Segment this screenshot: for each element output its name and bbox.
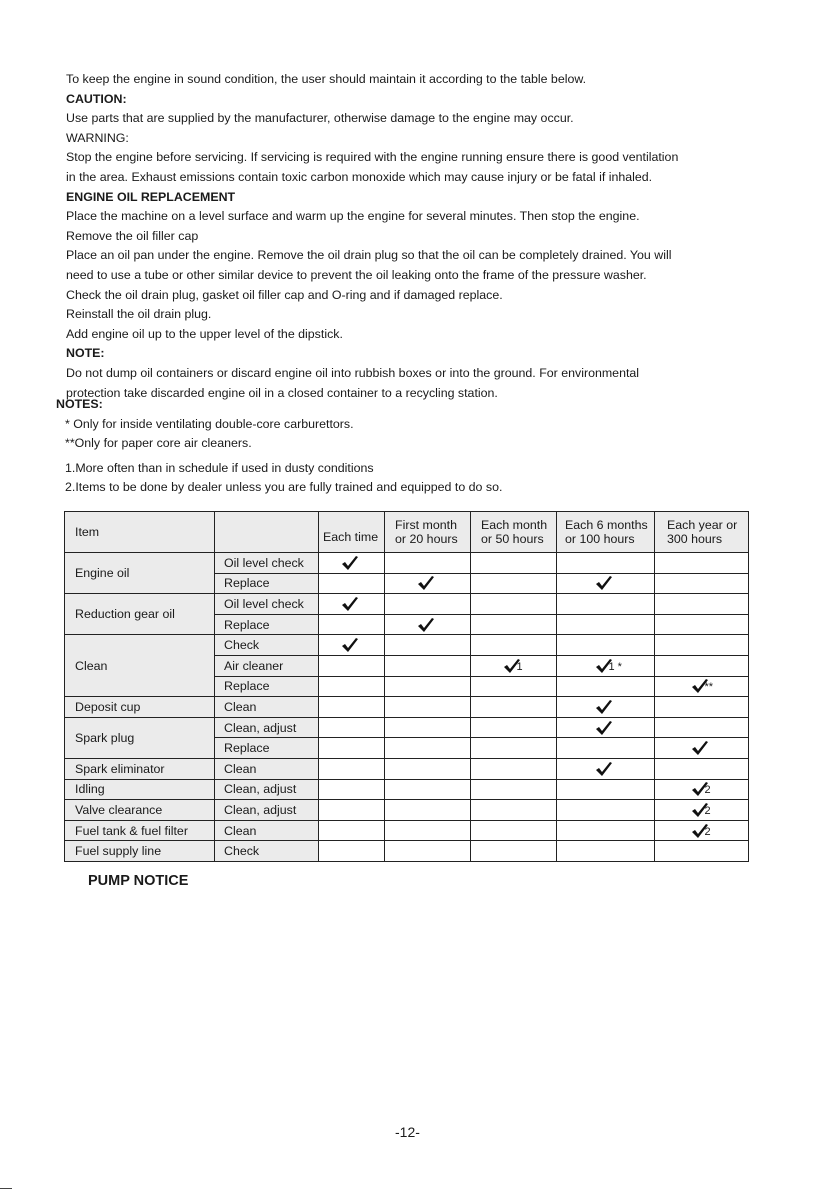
group-engine-oil: Engine oil <box>65 553 215 594</box>
check-icon <box>417 617 439 633</box>
header-first-month-2: or 20 hours <box>395 532 458 546</box>
check-icon <box>691 781 713 797</box>
action-replace: Replace <box>215 676 319 697</box>
check-icon <box>595 720 617 736</box>
notes-line-2: **Only for paper core air cleaners. <box>65 436 252 451</box>
group-deposit-cup: Deposit cup <box>65 697 215 718</box>
check-icon <box>691 823 713 839</box>
group-fuel-supply-line: Fuel supply line <box>65 841 215 862</box>
table-row <box>65 779 749 800</box>
action-clean-adjust: Clean, adjust <box>215 800 319 821</box>
note-heading: NOTE: <box>66 346 105 361</box>
check-icon <box>503 658 525 674</box>
action-replace: Replace <box>215 573 319 594</box>
group-clean: Clean <box>65 635 215 697</box>
check-icon <box>691 802 713 818</box>
warning-heading: WARNING: <box>66 130 129 145</box>
header-first-month-1: First month <box>395 518 457 532</box>
action-replace: Replace <box>215 614 319 635</box>
intro-line-13: Reinstall the oil drain plug. <box>66 307 212 322</box>
check-suffix: 2 <box>704 784 711 797</box>
action-oil-level-check: Oil level check <box>215 594 319 615</box>
action-clean: Clean <box>215 820 319 841</box>
action-clean: Clean <box>215 758 319 779</box>
intro-line-14: Add engine oil up to the upper level of the dipstick. <box>66 326 343 341</box>
pump-notice-heading: PUMP NOTICE <box>88 873 189 889</box>
page-edge-mark <box>0 1188 12 1189</box>
header-each-month <box>471 512 557 553</box>
oil-replacement-heading: ENGINE OIL REPLACEMENT <box>66 189 236 204</box>
table-row <box>65 635 749 656</box>
table-row <box>65 820 749 841</box>
table-row <box>65 758 749 779</box>
header-each-year-1: Each year or <box>667 518 738 532</box>
check-icon <box>595 658 622 674</box>
check-icon <box>341 637 363 653</box>
check-icon <box>595 575 617 591</box>
check-suffix: 2 <box>704 825 711 838</box>
action-air-cleaner: Air cleaner <box>215 655 319 676</box>
header-each-6-months <box>557 512 655 553</box>
notes-line-4: 2.Items to be done by dealer unless you are fully trained and equipped to do so. <box>65 480 503 495</box>
intro-line-10: Place an oil pan under the engine. Remove the oil drain plug so that the oil can be completely drained. You will <box>66 248 672 263</box>
table-row <box>65 697 749 718</box>
header-first-month <box>385 512 471 553</box>
intro-line-6: in the area. Exhaust emissions contain toxic carbon monoxide which may cause injury or be fatal if inhaled. <box>66 169 653 184</box>
table-header-row <box>65 512 749 553</box>
group-valve-clearance: Valve clearance <box>65 800 215 821</box>
intro-line-3: Use parts that are supplied by the manufacturer, otherwise damage to the engine may occur. <box>66 111 574 126</box>
action-check: Check <box>215 635 319 656</box>
header-item: Item <box>65 512 215 553</box>
check-icon <box>417 575 439 591</box>
group-reduction-gear-oil: Reduction gear oil <box>65 594 215 635</box>
notes-line-3: 1.More often than in schedule if used in dusty conditions <box>65 460 374 475</box>
intro-line-9: Remove the oil filler cap <box>66 228 199 243</box>
check-suffix: ** <box>704 681 714 694</box>
group-fuel-tank: Fuel tank & fuel filter <box>65 820 215 841</box>
table-row <box>65 553 749 574</box>
check-icon <box>691 740 713 756</box>
cell <box>319 553 385 574</box>
check-suffix: 1 <box>516 660 523 673</box>
intro-line-17: protection take discarded engine oil in a closed container to a recycling station. <box>66 385 498 400</box>
notes-block <box>56 395 746 498</box>
group-spark-eliminator: Spark eliminator <box>65 758 215 779</box>
table-row <box>65 717 749 738</box>
check-suffix: 2 <box>704 804 711 817</box>
action-clean: Clean <box>215 697 319 718</box>
header-each-month-2: or 50 hours <box>481 532 544 546</box>
intro-line-8: Place the machine on a level surface and warm up the engine for several minutes. Then stop the engine. <box>66 209 640 224</box>
table-row <box>65 841 749 862</box>
action-clean-adjust: Clean, adjust <box>215 779 319 800</box>
intro-line-11: need to use a tube or other similar device to prevent the oil leaking onto the frame of the pressure washer. <box>66 267 647 282</box>
header-each-time: Each time <box>319 512 385 553</box>
header-each-year <box>655 512 749 553</box>
header-each-year-2: 300 hours <box>667 532 723 546</box>
check-icon <box>691 678 713 694</box>
action-replace: Replace <box>215 738 319 759</box>
group-idling: Idling <box>65 779 215 800</box>
action-check: Check <box>215 841 319 862</box>
intro-line-16: Do not dump oil containers or discard engine oil into rubbish boxes or into the ground. For environmental <box>66 365 640 380</box>
action-oil-level-check: Oil level check <box>215 553 319 574</box>
intro-line-1: To keep the engine in sound condition, the user should maintain it according to the table below. <box>66 72 587 86</box>
page-number: -12- <box>395 1124 420 1140</box>
group-spark-plug: Spark plug <box>65 717 215 758</box>
table-row <box>65 594 749 615</box>
header-each-month-1: Each month <box>481 518 548 532</box>
check-icon <box>341 555 363 571</box>
action-clean-adjust: Clean, adjust <box>215 717 319 738</box>
notes-title: NOTES: <box>56 397 103 411</box>
notes-line-1: * Only for inside ventilating double-core carburettors. <box>65 416 354 431</box>
intro-text <box>66 70 756 403</box>
check-suffix: 1 * <box>608 660 622 673</box>
intro-line-5: Stop the engine before servicing. If servicing is required with the engine running ensure there is good ventilation <box>66 150 679 165</box>
intro-line-12: Check the oil drain plug, gasket oil filler cap and O-ring and if damaged replace. <box>66 287 503 302</box>
check-icon <box>595 761 617 777</box>
header-each-6-1: Each 6 months <box>565 518 648 532</box>
table-row <box>65 800 749 821</box>
header-each-6-2: or 100 hours <box>565 532 635 546</box>
header-blank <box>215 512 319 553</box>
check-icon <box>341 596 363 612</box>
check-icon <box>595 699 617 715</box>
maintenance-table <box>64 511 749 862</box>
caution-heading: CAUTION: <box>66 91 127 106</box>
